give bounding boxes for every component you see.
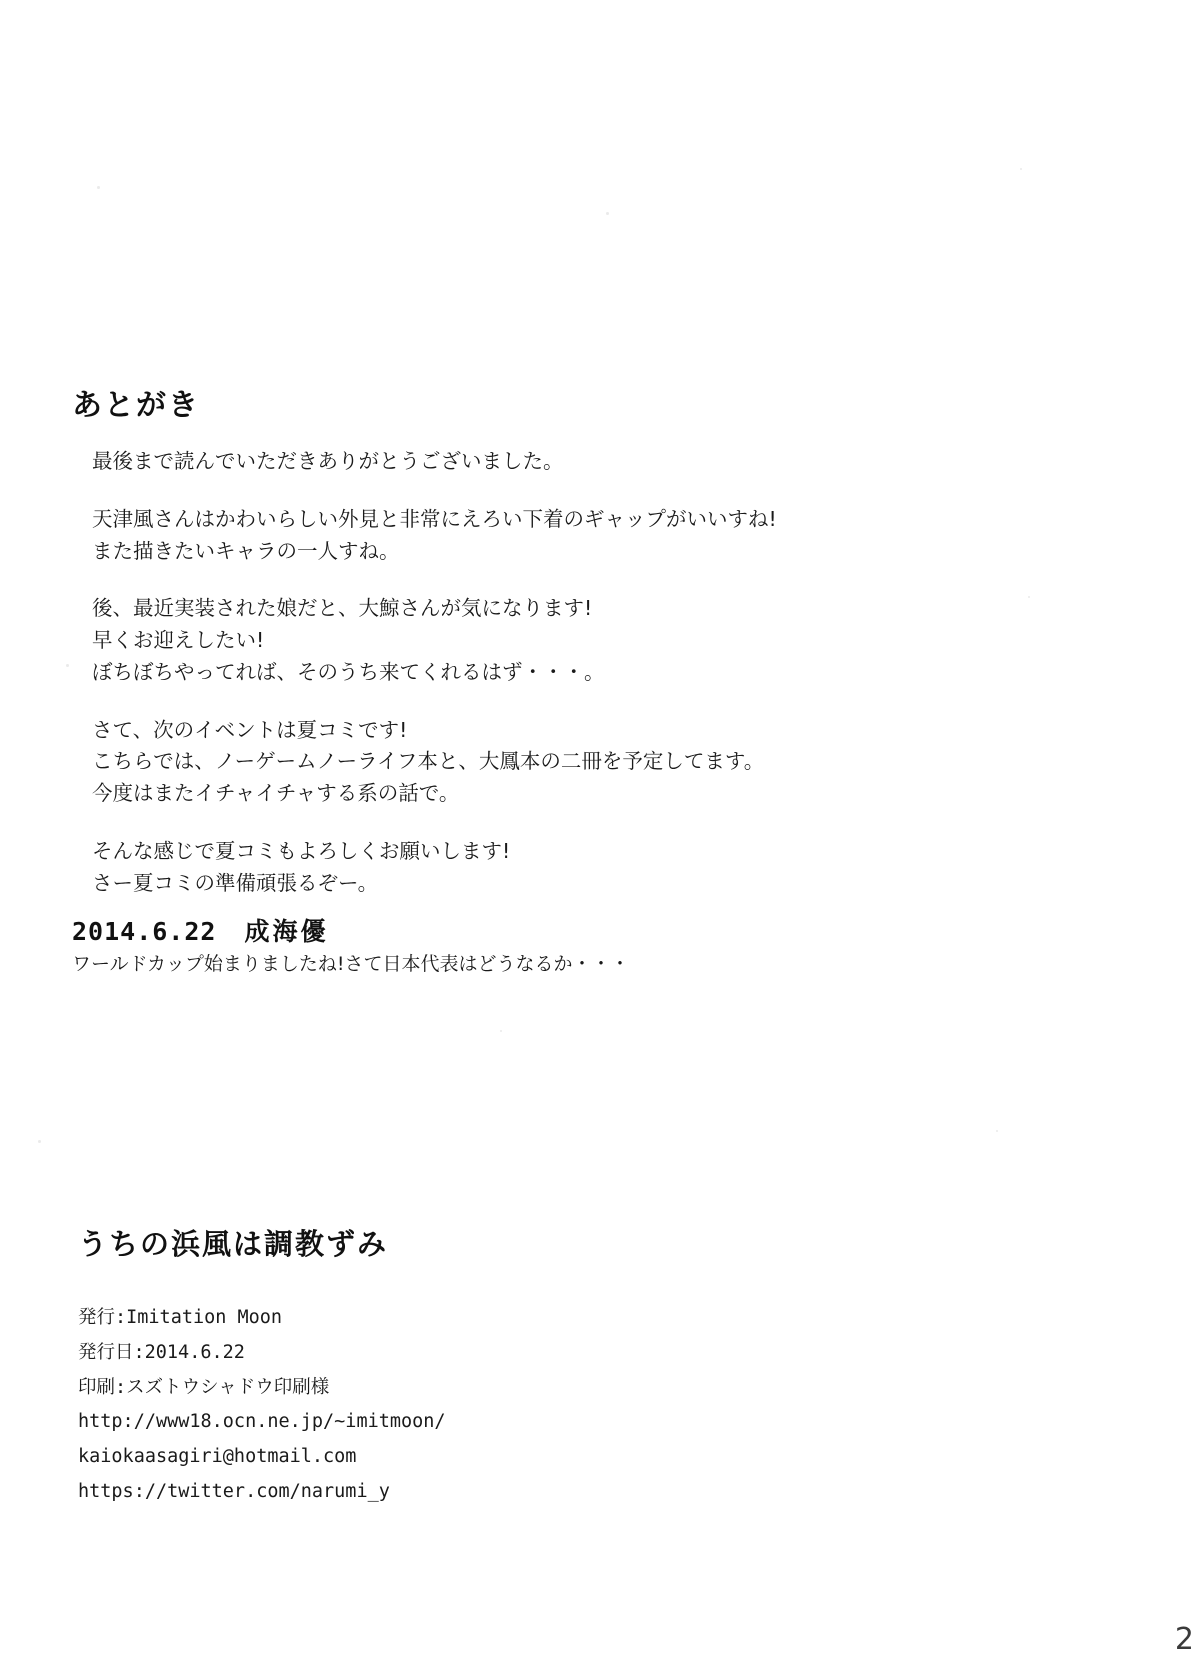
signature-date: 2014.6.22	[72, 917, 217, 946]
colophon-email-link[interactable]: kaiokaasagiri@hotmail.com	[78, 1446, 357, 1468]
afterword-paragraph	[92, 836, 1072, 900]
page-number: 2	[1174, 1622, 1194, 1657]
afterword-line: 後、最近実装された娘だと、大鯨さんが気になります!	[92, 596, 593, 621]
afterword-line: 最後まで読んでいただきありがとうございました。	[92, 449, 564, 473]
scan-speck	[1020, 168, 1022, 170]
signature-date-row	[72, 912, 1072, 948]
signature-name: 成海優	[244, 917, 329, 946]
scan-speck	[606, 212, 609, 215]
colophon-website-link[interactable]: http://www18.ocn.ne.jp/~imitmoon/	[78, 1411, 446, 1433]
signature-note: ワールドカップ始まりましたね!さて日本代表はどうなるか・・・	[72, 953, 630, 975]
afterword-paragraph	[92, 504, 1072, 568]
colophon-publish-date: 発行日:2014.6.22	[78, 1341, 245, 1363]
afterword-line: ぼちぼちやってれば、そのうち来てくれるはず・・・。	[92, 659, 605, 684]
colophon-publisher: 発行:Imitation Moon	[78, 1307, 283, 1328]
scan-speck	[66, 664, 69, 667]
colophon-list	[78, 1301, 1078, 1510]
afterword-body	[92, 446, 1072, 899]
afterword-line: 今度はまたイチャイチャする系の話で。	[92, 781, 460, 806]
afterword-paragraph	[92, 593, 1072, 688]
colophon-section	[78, 1222, 1078, 1510]
scan-speck	[97, 186, 100, 189]
colophon-title: うちの浜風は調教ずみ	[78, 1227, 389, 1261]
scan-speck	[38, 1140, 41, 1143]
afterword-line: さー夏コミの準備頑張るぞー。	[92, 870, 379, 895]
afterword-line: 早くお迎えしたい!	[92, 628, 265, 653]
afterword-heading: あとがき	[72, 388, 200, 423]
signature-block	[72, 912, 1072, 977]
afterword-line: こちらでは、ノーゲームノーライフ本と、大鳳本の二冊を予定してます。	[92, 749, 765, 774]
afterword-line: また描きたいキャラの一人すね。	[92, 538, 400, 563]
afterword-paragraph	[92, 715, 1072, 810]
afterword-section	[72, 380, 1072, 899]
afterword-line: さて、次のイベントは夏コミです!	[92, 717, 408, 742]
afterword-line: そんな感じで夏コミもよろしくお願いします!	[92, 838, 511, 863]
scan-speck	[996, 1130, 998, 1132]
colophon-printer: 印刷:スズトウシャドウ印刷様	[78, 1376, 330, 1398]
scan-speck	[500, 1030, 502, 1032]
afterword-paragraph	[92, 446, 1072, 478]
afterword-line: 天津風さんはかわいらしい外見と非常にえろい下着のギャップがいいすね!	[92, 506, 777, 531]
colophon-twitter-link[interactable]: https://twitter.com/narumi_y	[78, 1480, 390, 1502]
